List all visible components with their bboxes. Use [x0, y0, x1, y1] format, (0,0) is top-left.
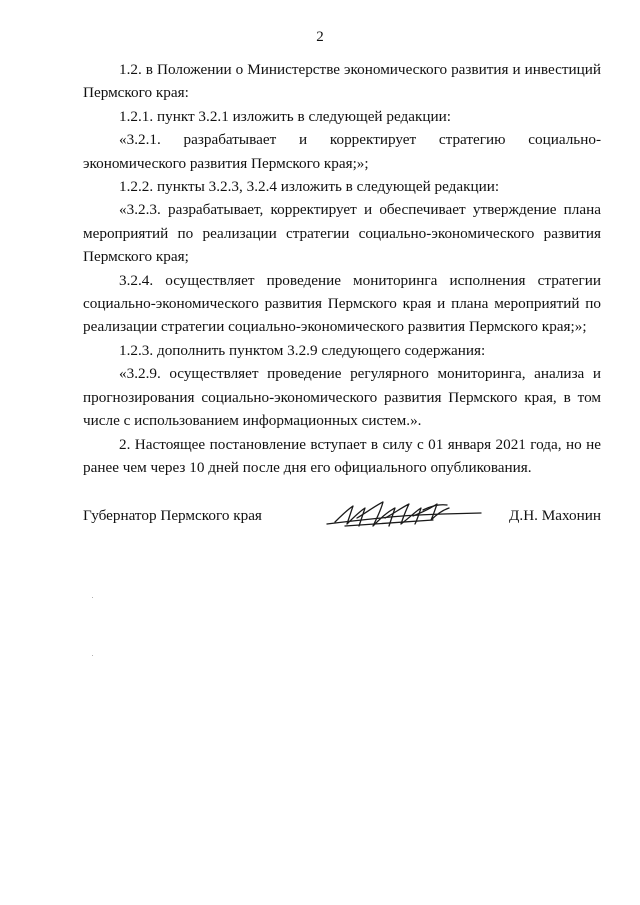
paragraph-3-2-9: «3.2.9. осуществляет проведение регулярного мониторинга, анализа и прогнозирования социально-экономического развития Пермского края, в том числе с использованием информационных систем.».	[83, 365, 601, 430]
signatory-title: Губернатор Пермского края	[83, 507, 262, 524]
paragraph-1-2-2: 1.2.2. пункты 3.2.3, 3.2.4 изложить в следующей редакции:	[119, 178, 500, 196]
paragraph-2-effective-date: 2. Настоящее постановление вступает в силу с 01 января 2021 года, но не ранее чем через 10 дней после дня его официального опубликования.	[83, 435, 601, 476]
paragraph-3-2-1: «3.2.1. разрабатывает и корректирует стратегию социально-экономического развития Пермского края;»;	[83, 131, 601, 172]
scan-speck	[92, 597, 93, 598]
handwritten-signature	[323, 496, 483, 532]
paragraph-3-2-3: «3.2.3. разрабатывает, корректирует и обеспечивает утверждение плана мероприятий по реализации стратегии социально-экономического развития Пермского края;	[83, 201, 601, 266]
signature-block	[83, 496, 601, 536]
paragraph-1-2-3: 1.2.3. дополнить пунктом 3.2.9 следующего содержания:	[119, 341, 486, 359]
paragraph-1-2: 1.2. в Положении о Министерстве экономического развития и инвестиций Пермского края:	[83, 61, 601, 102]
document-body	[83, 58, 601, 479]
scan-speck	[92, 655, 93, 656]
page-number: 2	[316, 29, 324, 45]
signatory-name: Д.Н. Махонин	[509, 507, 601, 524]
paragraph-1-2-1: 1.2.1. пункт 3.2.1 изложить в следующей редакции:	[119, 107, 451, 125]
paragraph-3-2-4: 3.2.4. осуществляет проведение мониторинга исполнения стратегии социально-экономического развития Пермского края и плана мероприятий по реализации стратегии социально-экономического развития Пермского края;»;	[83, 271, 601, 336]
